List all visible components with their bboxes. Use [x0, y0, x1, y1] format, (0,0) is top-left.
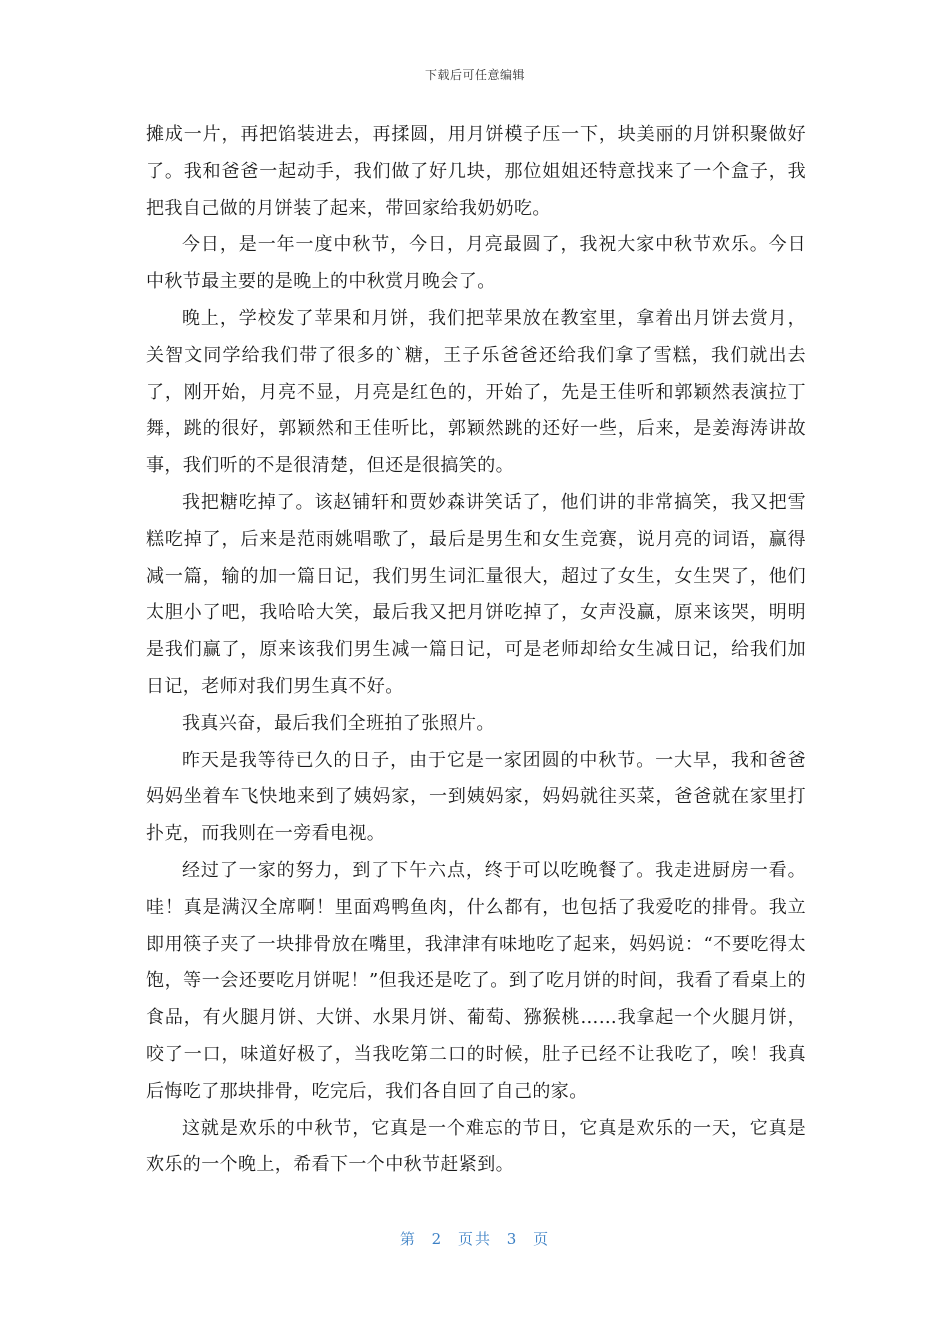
paragraph: 这就是欢乐的中秋节，它真是一个难忘的节日，它真是欢乐的一天，它真是欢乐的一个晚上，希看下一个中秋节赶紧到。 — [146, 1117, 806, 1176]
footer-suffix: 页 — [533, 1230, 551, 1248]
paragraph: 我真兴奋，最后我们全班拍了张照片。 — [182, 712, 495, 734]
page-number-footer — [0, 1228, 950, 1249]
document-body — [146, 117, 806, 1184]
footer-prefix: 第 — [399, 1230, 417, 1248]
paragraph: 晚上，学校发了苹果和月饼，我们把苹果放在教室里，拿着出月饼去赏月，关智文同学给我们带了很多的`糖，王子乐爸爸还给我们拿了雪糕，我们就出去了，刚开始，月亮不显，月亮是红色的，开始了，先是王佳听和郭颖然表演拉丁舞，跳的很好，郭颖然和王佳听比，郭颖然跳的还好一些，后来，是姜海涛讲故事，我们听的不是很清楚，但还是很搞笑的。 — [146, 307, 806, 477]
page-header: 下载后可任意编辑 — [424, 68, 525, 82]
paragraph: 我把糖吃掉了。该赵铺轩和贾妙森讲笑话了，他们讲的非常搞笑，我又把雪糕吃掉了，后来是范雨姚唱歌了，最后是男生和女生竞赛，说月亮的词语，赢得减一篇，输的加一篇日记，我们男生词汇量很大，超过了女生，女生哭了，他们太胆小了吧，我哈哈大笑，最后我又把月饼吃掉了，女声没赢，原来该哭，明明是我们赢了，原来该我们男生减一篇日记，可是老师却给女生减日记，给我们加日记，老师对我们男生真不好。 — [146, 491, 806, 697]
paragraph: 今日，是一年一度中秋节，今日，月亮最圆了，我祝大家中秋节欢乐。今日中秋节最主要的是晚上的中秋赏月晚会了。 — [146, 234, 806, 293]
footer-middle: 页共 — [457, 1230, 492, 1248]
current-page-number: 2 — [431, 1230, 444, 1248]
paragraph: 昨天是我等待已久的日子，由于它是一家团圆的中秋节。一大早，我和爸爸妈妈坐着车飞快地来到了姨妈家，一到姨妈家，妈妈就往买菜，爸爸就在家里打扑克，而我则在一旁看电视。 — [146, 749, 806, 845]
total-page-number: 3 — [506, 1230, 519, 1248]
paragraph: 摊成一片，再把馅装进去，再揉圆，用月饼模子压一下，块美丽的月饼积聚做好了。我和爸爸一起动手，我们做了好几块，那位姐姐还特意找来了一个盒子，我把我自己做的月饼装了起来，带回家给我奶奶吃。 — [146, 124, 806, 219]
paragraph: 经过了一家的努力，到了下午六点，终于可以吃晚餐了。我走进厨房一看。哇！真是满汉全席啊！里面鸡鸭鱼肉，什么都有，也包括了我爱吃的排骨。我立即用筷子夹了一块排骨放在嘴里，我津津有味地吃了起来，妈妈说：“不要吃得太饱，等一会还要吃月饼呢！”但我还是吃了。到了吃月饼的时间，我看了看桌上的食品，有火腿月饼、大饼、水果月饼、葡萄、猕猴桃……我拿起一个火腿月饼，咬了一口，味道好极了，当我吃第二口的时候，肚子已经不让我吃了，唉！我真后悔吃了那块排骨，吃完后，我们各自回了自己的家。 — [146, 859, 806, 1102]
